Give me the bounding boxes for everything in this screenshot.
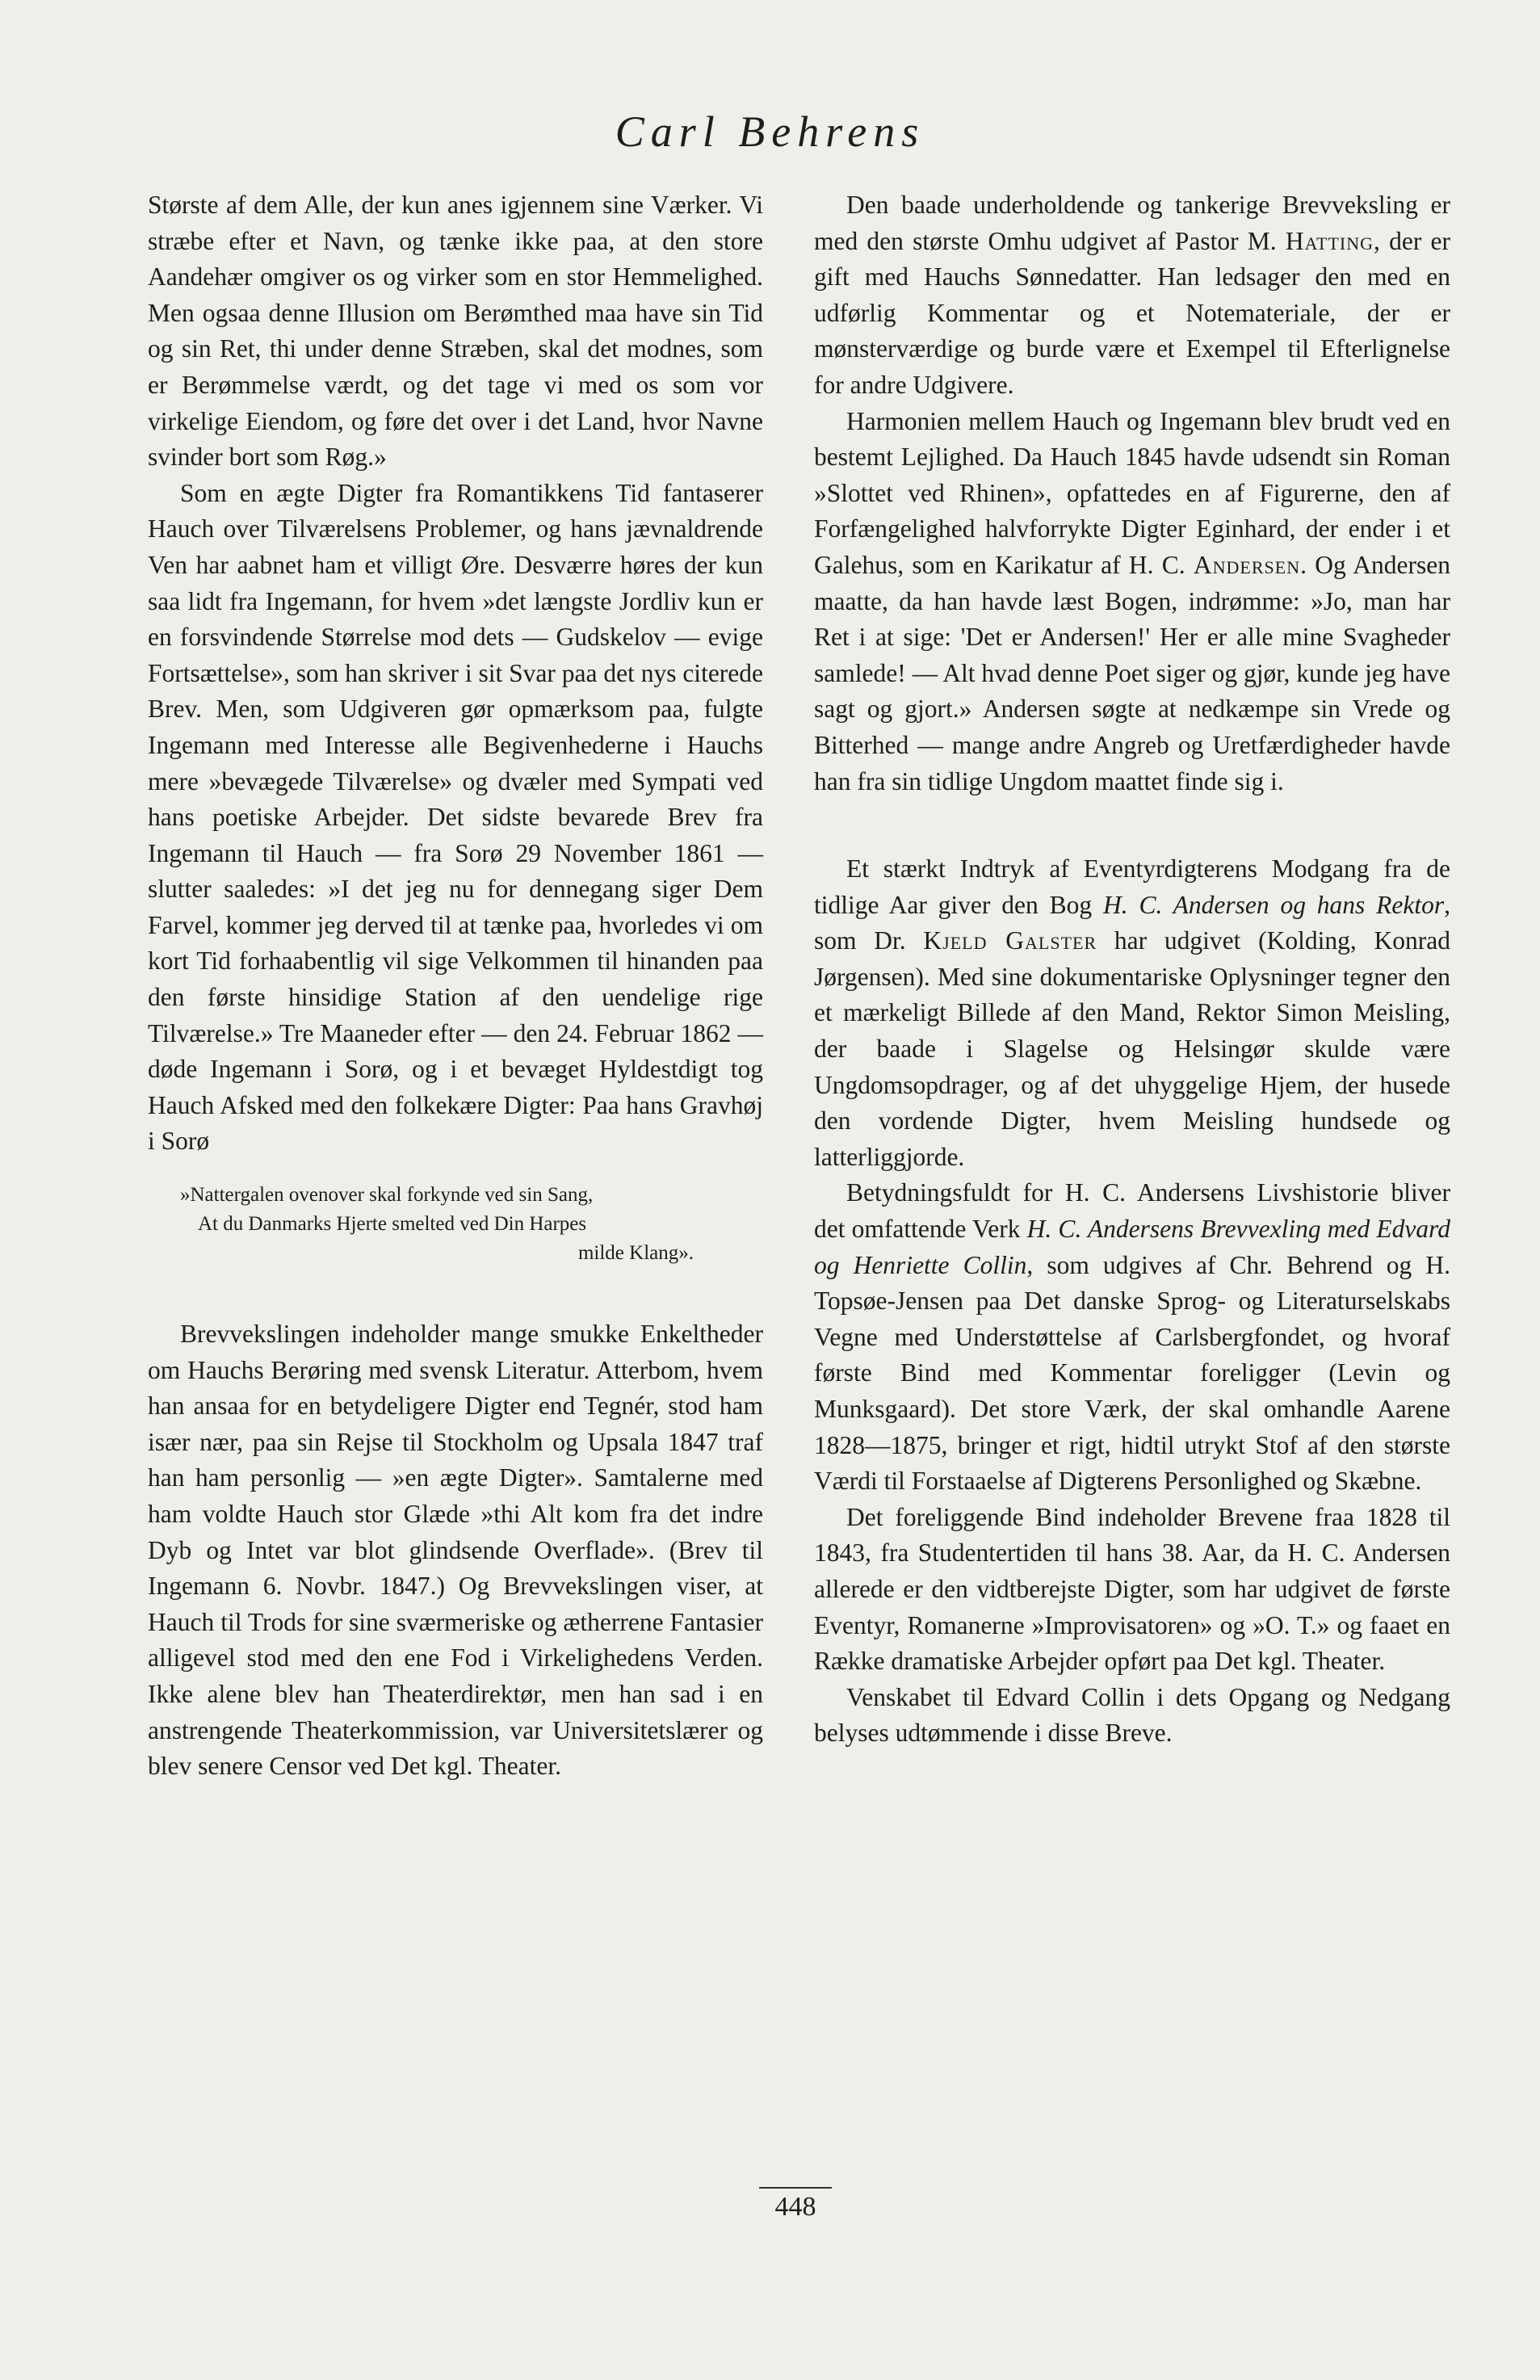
person-name-hatting: Hatting: [1285, 226, 1374, 255]
left-column: [148, 187, 763, 1785]
right-paragraph-5: Det foreliggende Bind indeholder Brevene fraa 1828 til 1843, fra Studentertiden til hans 38. Aar, da H. C. Andersen allerede er den vidtberejste Digter, som har udgivet de første Eventyr, Romanerne »Improvisatoren» og »O. T.» og faaet en Række dramatiske Arbejder opført paa Det kgl. Theater.: [814, 1502, 1450, 1676]
running-head: Carl Behrens: [615, 107, 925, 156]
person-name-andersen: Andersen: [1193, 550, 1301, 579]
right-paragraph-4: Betydningsfuldt for H. C. Andersens Livshistorie bliver det omfattende Verk H. C. Andersens Brevvexling med Edvard og Henriette Collin, som udgives af Chr. Behrend og H. Topsøe-Jensen paa Det danske Sprog- og Literaturselskabs Vegne med Understøttelse af Carlsbergfondet, og hvoraf første Bind med Kommentar foreligger (Levin og Munksgaard). Det store Værk, der skal omhandle Aarene 1828—1875, bringer et rigt, hidtil utrykt Stof af den største Værdi til Forstaaelse af Digterens Personlighed og Skæbne.: [814, 1178, 1450, 1496]
verse-line-3: milde Klang».: [577, 1242, 694, 1265]
verse-line-2: At du Danmarks Hjerte smelted ved Din Harpes: [198, 1213, 587, 1236]
left-paragraph-1: Største af dem Alle, der kun anes igjennem sine Værker. Vi stræbe efter et Navn, og tænke ikke paa, at den store Aandehær omgiver os og virker som en stor Hemmelighed. Men ogsaa denne Illusion om Berømthed maa have sin Tid og sin Ret, thi under denne Stræben, skal det modnes, som er Berømmelse værdt, og det tage vi med os som vor virkelige Eiendom, og føre det over i det Land, hvor Navne svinder bort som Røg.»: [148, 191, 763, 472]
right-paragraph-6: Venskabet til Edvard Collin i dets Opgang og Nedgang belyses udtømmende i disse Breve.: [814, 1682, 1450, 1748]
left-paragraph-2: Som en ægte Digter fra Romantikkens Tid fantaserer Hauch over Tilværelsens Problemer, og hans jævnaldrende Ven har aabnet ham et villigt Øre. Desværre høres der kun saa lidt fra Ingemann, for hvem »det længste Jordliv kun er en forsvindende Størrelse mod dets — Gudskelov — evige Fortsættelse», som han skriver i sit Svar paa det nys citerede Brev. Men, som Udgiveren gør opmærksom paa, fulgte Ingemann med Interesse alle Begivenhederne i Hauchs mere »bevægede Tilværelse» og dvæler med Sympati ved hans poetiske Arbejder. Det sidste bevarede Brev fra Ingemann til Hauch — fra Sorø 29 November 1861 — slutter saaledes: »I det jeg nu for dennegang siger Dem Farvel, kommer jeg derved til at tænke paa, hvorledes vi om kort Tid forhaabentlig vil sige Velkommen til hinanden paa den første hinsidige Station af den uendelige rige Tilværelse.» Tre Maaneder efter — den 24. Februar 1862 — døde Ingemann i Sorø, og i et bevæget Hyldestdigt tog Hauch Afsked med den folkekære Digter: Paa hans Gravhøj i Sorø: [148, 478, 763, 1156]
verse-line-1: »Nattergalen ovenover skal forkynde ved sin Sang,: [180, 1184, 594, 1207]
left-paragraph-3: Brevvekslingen indeholder mange smukke Enkeltheder om Hauchs Berøring med svensk Literatur. Atterbom, hvem han ansaa for en betydeligere Digter end Tegnér, stod ham især nær, paa sin Rejse til Stockholm og Upsala 1847 traf han ham personlig — »en ægte Digter». Samtalerne med ham voldte Hauch stor Glæde »thi Alt kom fra det indre Dyb og Intet var blot glindsende Overflade». (Brev til Ingemann 6. Novbr. 1847.) Og Brevvekslingen viser, at Hauch til Trods for sine sværmeriske og ætherrene Fantasier alligevel stod med den ene Fod i Virkelighedens Verden. Ikke alene blev han Theaterdirektør, men han sad i en anstrengende Theaterkommission, var Universitetslærer og blev senere Censor ved Det kgl. Theater.: [148, 1320, 763, 1781]
right-paragraph-2: Harmonien mellem Hauch og Ingemann blev brudt ved en bestemt Lejlighed. Da Hauch 1845 havde udsendt sin Roman »Slottet ved Rhinen», opfattedes en af Figurerne, den af Forfængelighed halvforrykte Digter Eginhard, der ender i et Galehus, som en Karikatur af H. C. Andersen. Og Andersen maatte, da han havde læst Bogen, indrømme: »Jo, man har Ret i at sige: 'Det er Andersen!' Her er alle mine Svagheder samlede! — Alt hvad denne Poet siger og gjør, kunde jeg have sagt og gjort.» Andersen søgte at nedkæmpe sin Vrede og Bitterhed — mange andre Angreb og Uretfærdigheder havde han fra sin tidlige Ungdom maattet finde sig i.: [814, 406, 1450, 795]
page-number: 448: [759, 2187, 832, 2223]
right-paragraph-3: Et stærkt Indtryk af Eventyrdigterens Modgang fra de tidlige Aar giver den Bog H. C. Andersen og hans Rektor, som Dr. Kjeld Galster har udgivet (Kolding, Konrad Jørgensen). Med sine dokumentariske Oplysninger tegner den et mærkeligt Billede af den Mand, Rektor Simon Meisling, der baade i Slagelse og Helsingør skulde være Ungdomsopdrager, og af det uhyggelige Hjem, der husede den vordende Digter, hvem Meisling hundsede og latterliggjorde.: [814, 854, 1451, 1171]
right-column: [814, 187, 1450, 1752]
person-name-galster: Kjeld Galster: [923, 926, 1097, 955]
book-title-brevvexling: H. C. Andersens Brevvexling med Edvard og Henriette Collin: [814, 1215, 1450, 1279]
book-title-rektor: H. C. Andersen og hans Rektor: [1102, 890, 1445, 919]
right-paragraph-1: Den baade underholdende og tankerige Brevveksling er med den største Omhu udgivet af Pastor M. Hatting, der er gift med Hauchs Sønnedatter. Han ledsager den med en udførlig Kommentar og et Notemateriale, der er mønsterværdige og burde være et Exempel til Efterlignelse for andre Udgivere.: [814, 191, 1451, 399]
verse-quote: [180, 1181, 757, 1268]
